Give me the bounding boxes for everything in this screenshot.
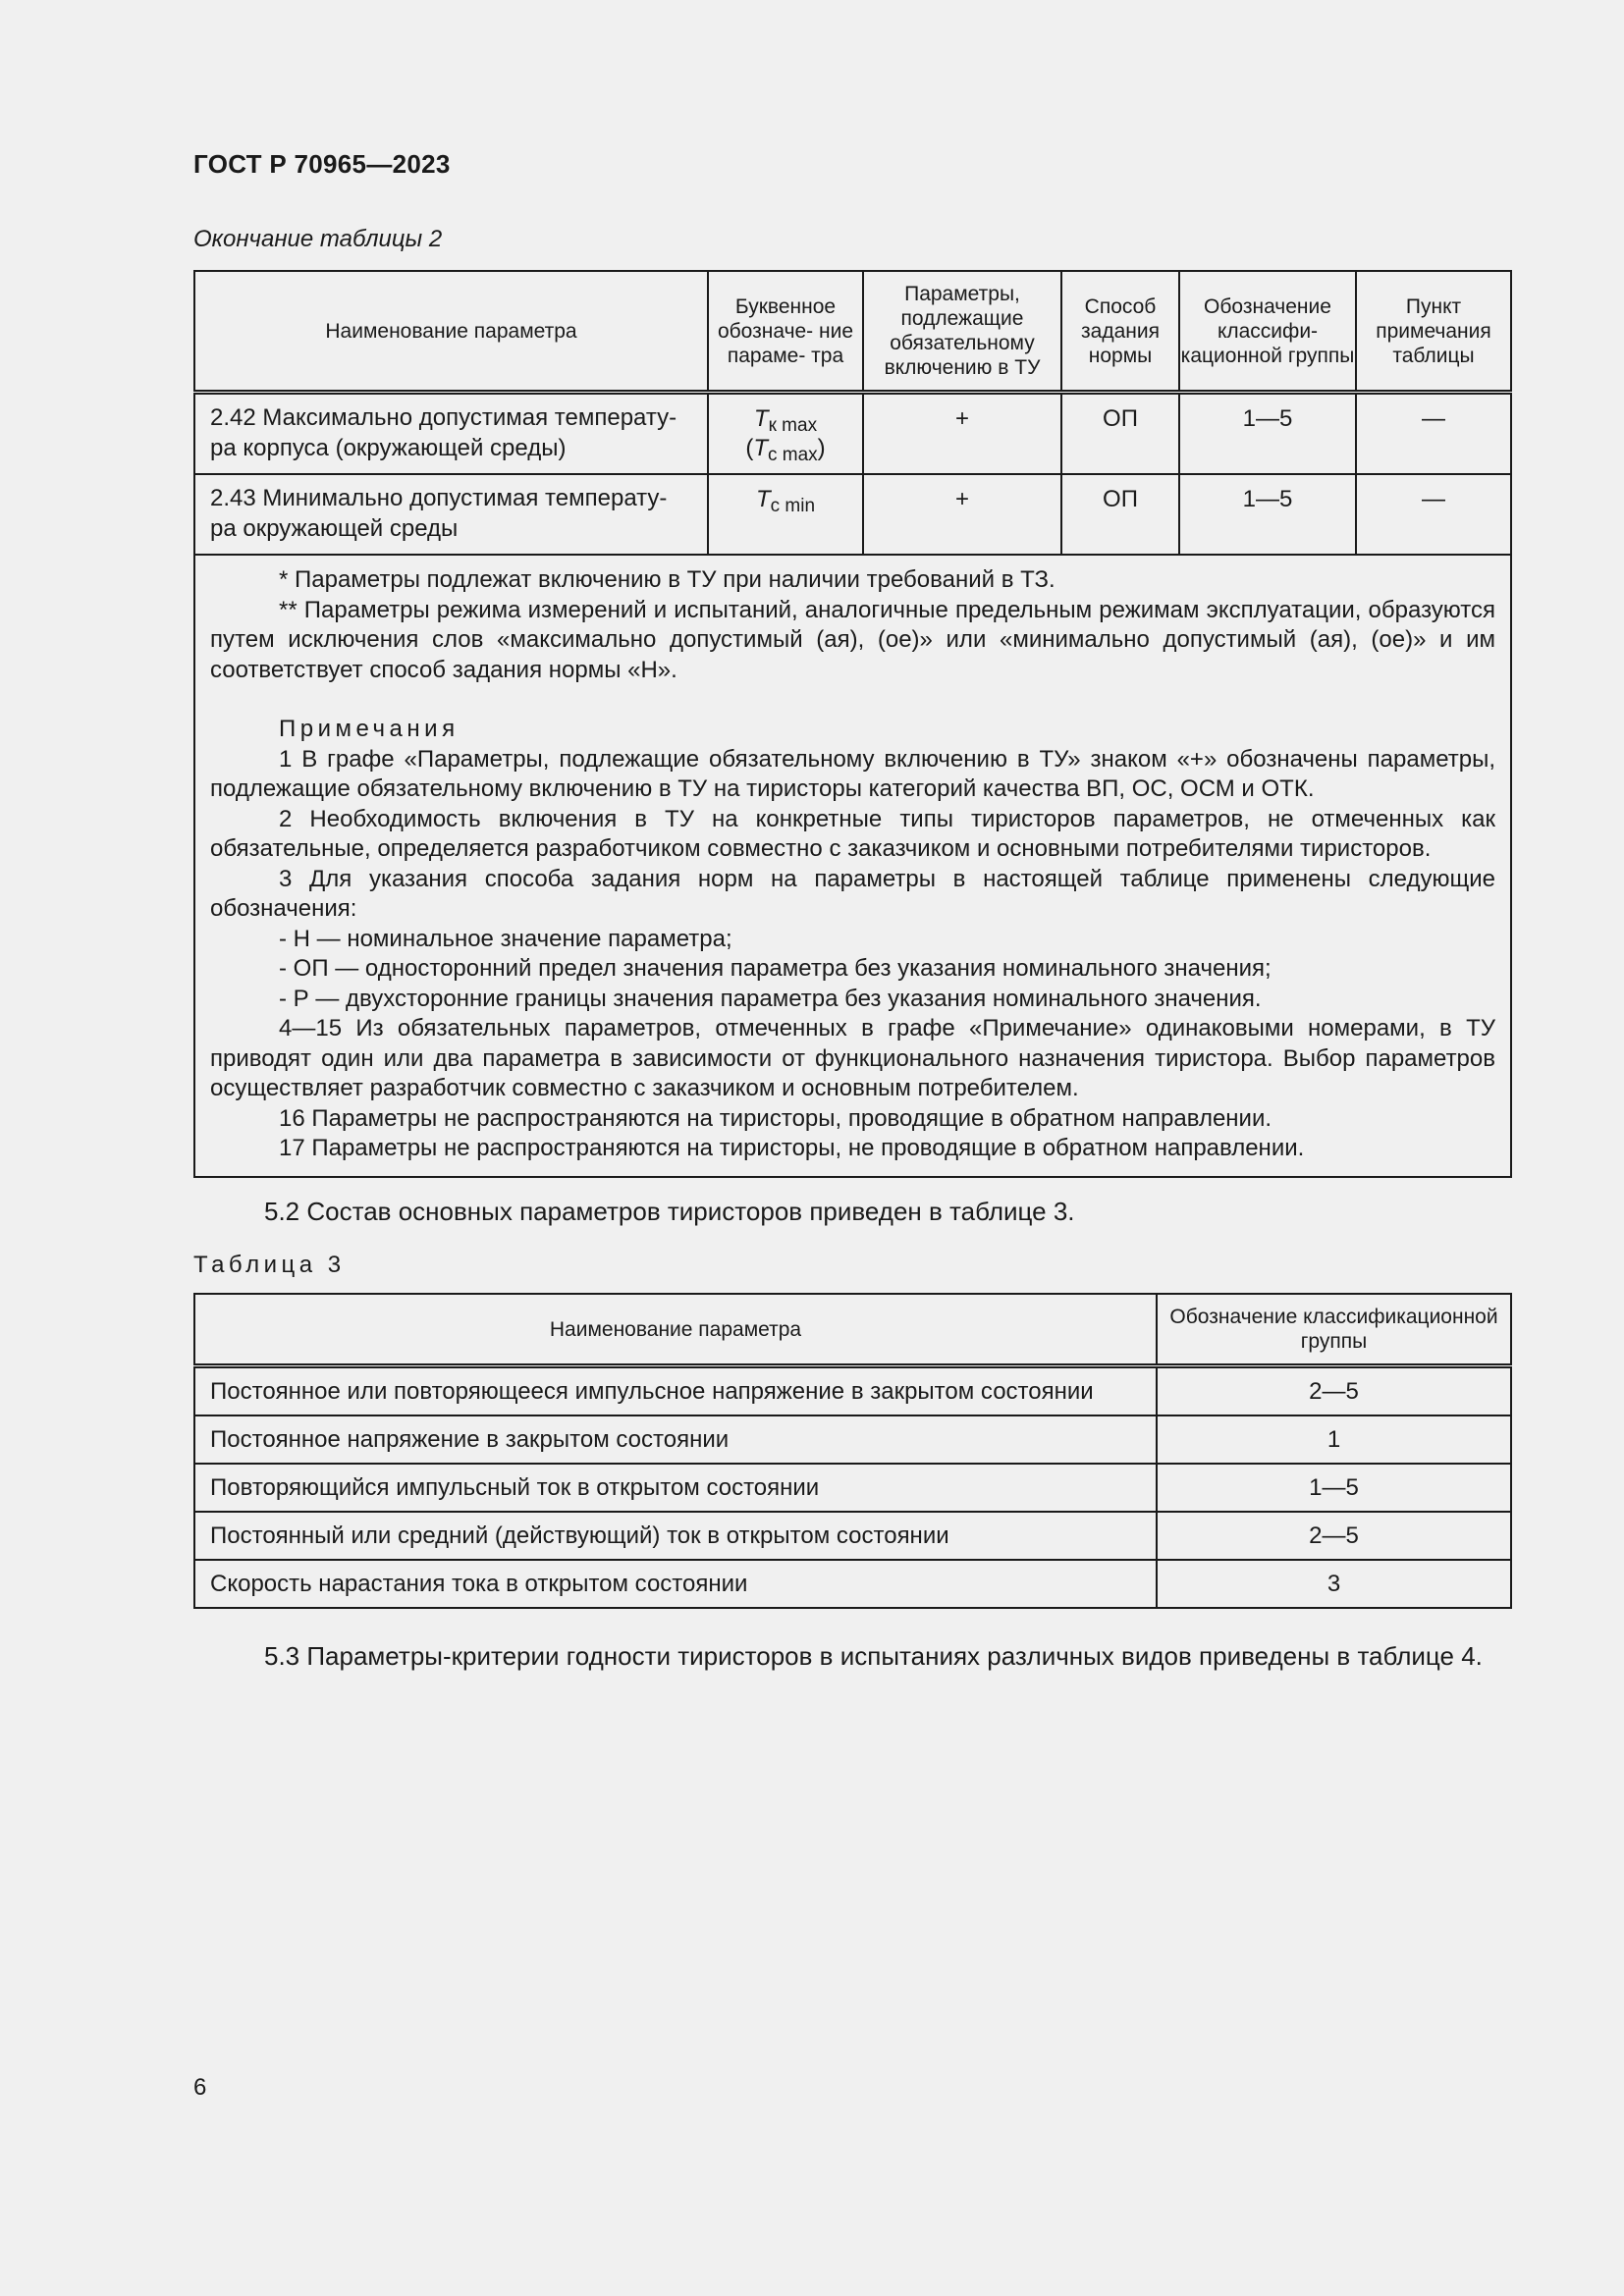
table-row bbox=[194, 1366, 1511, 1416]
paragraph-5-2: 5.2 Состав основных параметров тиристоров приведен в таблице 3. bbox=[264, 1197, 1075, 1226]
note-item: 3 Для указания способа задания норм на параметры в настоящей таблице применены следующие обозначения: bbox=[210, 865, 1495, 922]
mandatory-mark: + bbox=[863, 474, 1061, 555]
header-classification-group: Обозначение классификационной группы bbox=[1157, 1294, 1511, 1366]
table-row bbox=[194, 1560, 1511, 1608]
note-item: 16 Параметры не распространяются на тиристоры, проводящие в обратном направлении. bbox=[279, 1104, 1272, 1132]
parameter-name: Постоянное напряжение в закрытом состоянии bbox=[194, 1415, 1157, 1464]
parameter-name: Постоянное или повторяющееся импульсное напряжение в закрытом состоянии bbox=[194, 1366, 1157, 1416]
table-2-notes-row bbox=[194, 555, 1511, 1177]
classification-group: 1—5 bbox=[1157, 1464, 1511, 1512]
header-norm-method: Способ задания нормы bbox=[1061, 271, 1179, 393]
table-row bbox=[194, 1464, 1511, 1512]
header-letter-symbol: Буквенное обозначе- ние парамe- тра bbox=[708, 271, 863, 393]
note-item: 1 В графе «Параметры, подлежащие обязательному включению в ТУ» знаком «+» обозначены параметры, подлежащие обязательному включению в ТУ на тиристоры категорий качества ВП, ОС, ОСМ и ОТК. bbox=[210, 745, 1495, 802]
parameter-name: Скорость нарастания тока в открытом состоянии bbox=[194, 1560, 1157, 1608]
table-3-header-row bbox=[194, 1294, 1511, 1366]
mandatory-mark: + bbox=[863, 393, 1061, 475]
table-2-notes bbox=[194, 555, 1511, 1177]
table-2 bbox=[193, 270, 1512, 1178]
table-row bbox=[194, 1415, 1511, 1464]
note-item: - Р — двухсторонние границы значения параметра без указания номинального значения. bbox=[279, 985, 1262, 1012]
document-header: ГОСТ Р 70965—2023 bbox=[193, 149, 451, 179]
table-2-header-row bbox=[194, 271, 1511, 393]
table-2-continuation-caption: Окончание таблицы 2 bbox=[193, 226, 443, 252]
parameter-name: 2.42 Максимально допустимая температу- ра корпуса (окружающей среды) bbox=[194, 393, 708, 475]
classification-group: 2—5 bbox=[1157, 1512, 1511, 1560]
classification-group: 3 bbox=[1157, 1560, 1511, 1608]
header-parameter-name: Наименование параметра bbox=[194, 1294, 1157, 1366]
page-number: 6 bbox=[193, 2074, 207, 2101]
classification-group: 1—5 bbox=[1179, 393, 1356, 475]
classification-group: 1—5 bbox=[1179, 474, 1356, 555]
notes-title: Примечания bbox=[279, 716, 460, 742]
table-3 bbox=[193, 1293, 1512, 1609]
note-item: 17 Параметры не распространяются на тиристоры, не проводящие в обратном направлении. bbox=[279, 1135, 1305, 1161]
parameter-symbol: $T_{c min}$ bbox=[708, 474, 863, 555]
norm-method: ОП bbox=[1061, 393, 1179, 475]
table-row bbox=[194, 1512, 1511, 1560]
note-item: 4—15 Из обязательных параметров, отмеченных в графе «Примечание» одинаковыми номерами, в ТУ приводят один или два параметра в зависимости от функционального назначения тиристора. Выбор параметров осуществляет разработчик совместно с заказчиком и основным потребителем. bbox=[210, 1015, 1495, 1101]
norm-method: ОП bbox=[1061, 474, 1179, 555]
note-item: 2 Необходимость включения в ТУ на конкретные типы тиристоров параметров, не отмеченных как обязательные, определяется разработчиком совместно с заказчиком и основными потребителями тиристоров. bbox=[210, 805, 1495, 862]
table-3-caption: Таблица 3 bbox=[193, 1252, 346, 1278]
footnote: * Параметры подлежат включению в ТУ при наличии требований в ТЗ. bbox=[279, 566, 1056, 593]
classification-group: 1 bbox=[1157, 1415, 1511, 1464]
parameter-name: Постоянный или средний (действующий) ток в открытом состоянии bbox=[194, 1512, 1157, 1560]
note-item: - Н — номинальное значение параметра; bbox=[279, 925, 732, 952]
parameter-symbol: $T_{к max}$ $(T_{c max})$ bbox=[708, 393, 863, 475]
header-classification-group: Обозначение классифи- кационной группы bbox=[1179, 271, 1356, 393]
header-note-item: Пункт примечания таблицы bbox=[1356, 271, 1511, 393]
table-row bbox=[194, 474, 1511, 555]
table-row bbox=[194, 393, 1511, 475]
paragraph-5-3: 5.3 Параметры-критерии годности тиристоров в испытаниях различных видов приведены в таблице 4. bbox=[264, 1641, 1483, 1671]
parameter-name: 2.43 Минимально допустимая температу- ра окружающей среды bbox=[194, 474, 708, 555]
classification-group: 2—5 bbox=[1157, 1366, 1511, 1416]
spacer bbox=[210, 685, 1495, 715]
note-item: - ОП — односторонний предел значения параметра без указания номинального значения; bbox=[279, 955, 1272, 982]
header-mandatory-inclusion: Параметры, подлежащие обязательному включению в ТУ bbox=[863, 271, 1061, 393]
header-parameter-name: Наименование параметра bbox=[194, 271, 708, 393]
parameter-name: Повторяющийся импульсный ток в открытом состоянии bbox=[194, 1464, 1157, 1512]
footnote: ** Параметры режима измерений и испытаний, аналогичные предельным режимам эксплуатации, образуются путем исключения слов «максимально допустимый (ая), (ое)» или «минимально допустимый (ая), (ое)» и им соответствует способ задания нормы «Н». bbox=[210, 596, 1495, 683]
note-ref: — bbox=[1356, 393, 1511, 475]
note-ref: — bbox=[1356, 474, 1511, 555]
